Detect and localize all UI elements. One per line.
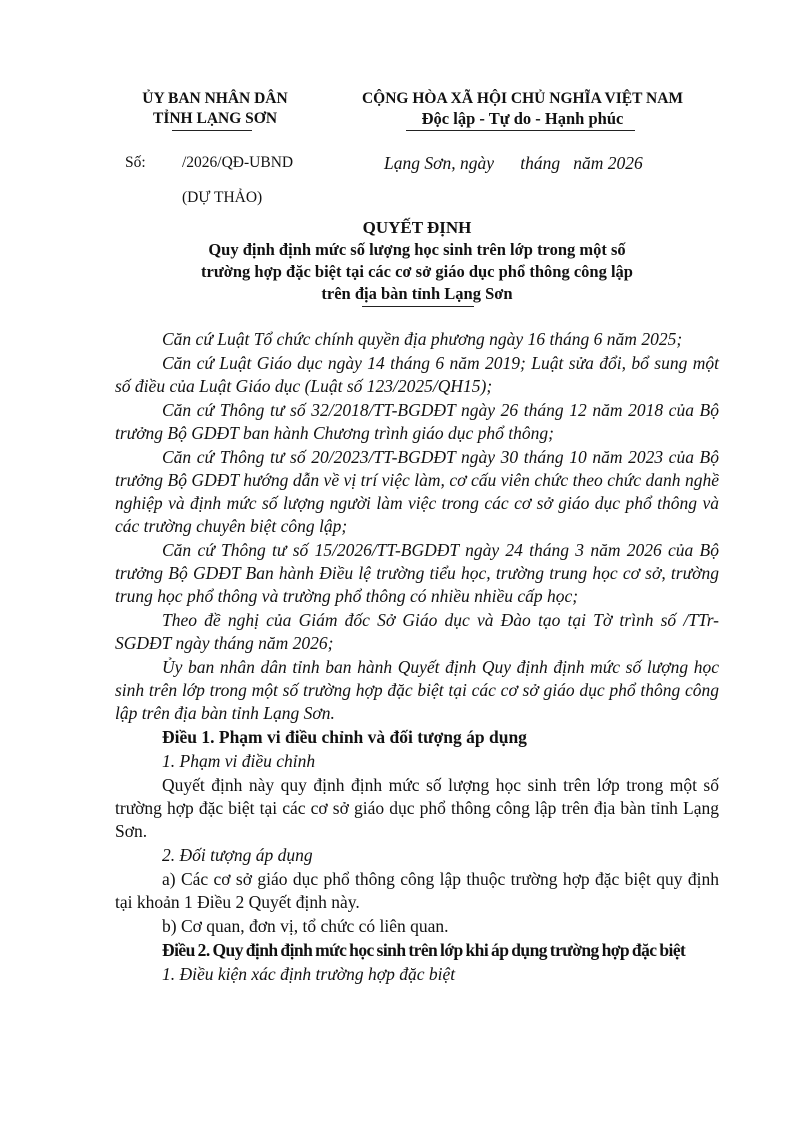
motto: Độc lập - Tự do - Hạnh phúc (421, 109, 624, 128)
subtitle-line: trên địa bàn tỉnh Lạng Sơn (321, 284, 513, 303)
preamble-paragraph: Ủy ban nhân dân tỉnh ban hành Quyết định Quy định định mức số lượng học sinh trên lớp trong một số trường hợp đặc biệt tại các cơ sở giáo dục phổ thông công lập trên địa bàn tỉnh Lạng Sơn. (115, 657, 719, 723)
subtitle-line: trường hợp đặc biệt tại các cơ sở giáo dục phổ thông công lập (201, 262, 633, 281)
article-1-item-b: b) Cơ quan, đơn vị, tổ chức có liên quan. (162, 916, 449, 936)
motto-underline (406, 130, 635, 131)
preamble-paragraph: Căn cứ Thông tư số 15/2026/TT-BGDĐT ngày 24 tháng 3 năm 2026 của Bộ trưởng Bộ GDĐT Ban hành Điều lệ trường tiểu học, trường trung học cơ sở, trường trung học phổ thông và trường phổ thông có nhiều nhiều cấp học; (115, 540, 719, 606)
draft-label: (DỰ THẢO) (182, 189, 263, 206)
country-name: CỘNG HÒA XÃ HỘI CHỦ NGHĨA VIỆT NAM (361, 90, 684, 107)
document-subtitle (115, 239, 719, 305)
article-1-section-2-heading: 2. Đối tượng áp dụng (162, 845, 313, 865)
subtitle-line: Quy định định mức số lượng học sinh trên lớp trong một số (208, 240, 626, 259)
preamble-paragraph: Căn cứ Luật Giáo dục ngày 14 tháng 6 năm 2019; Luật sửa đổi, bổ sung một số điều của Luật Giáo dục (Luật số 123/2025/QH15); (115, 353, 719, 396)
article-1-section-1-text: Quyết định này quy định định mức số lượng học sinh trên lớp trong một số trường hợp đặc biệt tại các cơ sở giáo dục phổ thông công lập trên địa bàn tỉnh Lạng Sơn. (115, 775, 719, 841)
document-body (115, 328, 719, 987)
document-title: QUYẾT ĐỊNH (362, 218, 472, 237)
preamble-paragraph: Theo đề nghị của Giám đốc Sở Giáo dục và Đào tạo tại Tờ trình số /TTr-SGDĐT ngày tháng năm 2026; (115, 610, 719, 653)
agency-underline (172, 130, 252, 131)
preamble-paragraph: Căn cứ Thông tư số 32/2018/TT-BGDĐT ngày 26 tháng 12 năm 2018 của Bộ trưởng Bộ GDĐT ban hành Chương trình giáo dục phổ thông; (115, 400, 719, 443)
number-label: Số: (125, 154, 146, 171)
document-number: /2026/QĐ-UBND (182, 154, 294, 171)
national-block (325, 89, 720, 129)
place-date: Lạng Sơn, ngày tháng năm 2026 (384, 153, 643, 173)
article-1-heading: Điều 1. Phạm vi điều chỉnh và đối tượng áp dụng (162, 727, 527, 747)
preamble-paragraph: Căn cứ Thông tư số 20/2023/TT-BGDĐT ngày 30 tháng 10 năm 2023 của Bộ trưởng Bộ GDĐT hướng dẫn về vị trí việc làm, cơ cấu viên chức theo chức danh nghề nghiệp và định mức số lượng người làm việc trong các cơ sở giáo dục phổ thông và các trường chuyên biệt công lập; (115, 447, 719, 536)
preamble-paragraph: Căn cứ Luật Tổ chức chính quyền địa phương ngày 16 tháng 6 năm 2025; (162, 329, 683, 349)
agency-line1: ỦY BAN NHÂN DÂN (142, 90, 288, 107)
agency-line2: TỈNH LẠNG SƠN (152, 110, 278, 127)
article-2-section-1-heading: 1. Điều kiện xác định trường hợp đặc biệt (162, 964, 456, 984)
article-1-item-a: a) Các cơ sở giáo dục phổ thông công lập thuộc trường hợp đặc biệt quy định tại khoản 1 Điều 2 Quyết định này. (115, 869, 719, 912)
article-2-heading: Điều 2. Quy định định mức học sinh trên lớp khi áp dụng trường hợp đặc biệt (162, 940, 686, 960)
title-underline (362, 306, 474, 307)
article-1-section-1-heading: 1. Phạm vi điều chỉnh (162, 751, 316, 771)
agency-block (115, 89, 315, 129)
